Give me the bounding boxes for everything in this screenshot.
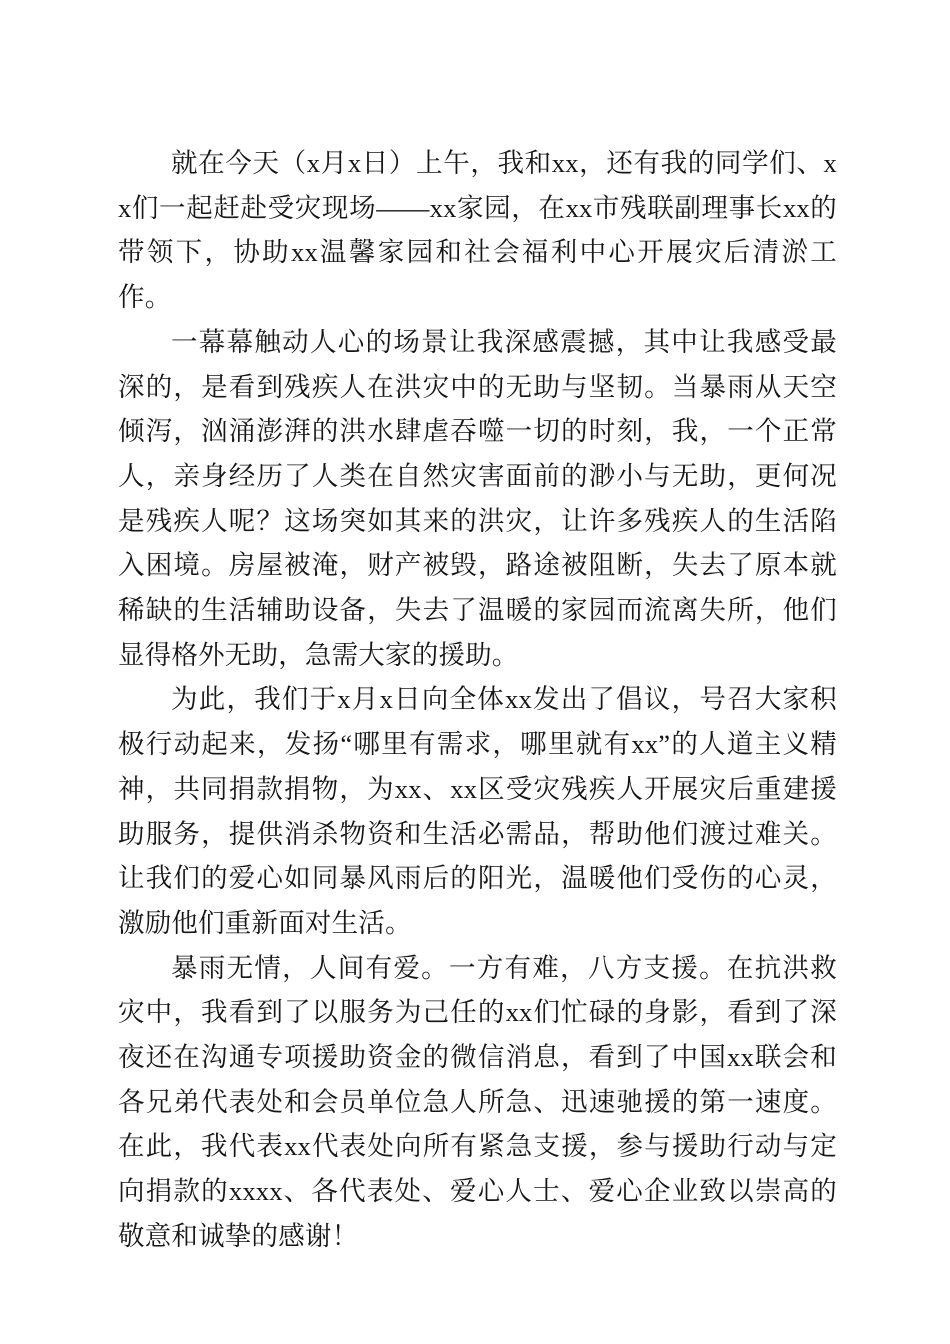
paragraph-arrival: 就在今天（x月x日）上午，我和xx，还有我的同学们、xx们一起赶赴受灾现场——xx家园，在xx市残联副理事长xx的带领下，协助xx温馨家园和社会福利中心开展灾后清淤工作。 [118, 148, 837, 313]
document-body [118, 141, 837, 1259]
paragraph-gratitude: 暴雨无情，人间有爱。一方有难，八方支援。在抗洪救灾中，我看到了以服务为己任的xx们忙碌的身影，看到了深夜还在沟通专项援助资金的微信消息，看到了中国xx联会和各兄弟代表处和会员单位急人所急、迅速驰援的第一速度。在此，我代表xx代表处向所有紧急支援，参与援助行动与定向捐款的xxxx、各代表处、爱心人士、爱心企业致以崇高的敬意和诚挚的感谢！ [118, 952, 837, 1251]
paragraph-initiative: 为此，我们于x月x日向全体xx发出了倡议，号召大家积极行动起来，发扬“哪里有需求，哪里就有xx”的人道主义精神，共同捐款捐物，为xx、xx区受灾残疾人开展灾后重建援助服务，提供消杀物资和生活必需品，帮助他们渡过难关。让我们的爱心如同暴风雨后的阳光，温暖他们受伤的心灵，激励他们重新面对生活。 [118, 684, 837, 938]
paragraph-scenes: 一幕幕触动人心的场景让我深感震撼，其中让我感受最深的，是看到残疾人在洪灾中的无助与坚韧。当暴雨从天空倾泻，汹涌澎湃的洪水肆虐吞噬一切的时刻，我，一个正常人，亲身经历了人类在自然灾害面前的渺小与无助，更何况是残疾人呢？这场突如其来的洪灾，让许多残疾人的生活陷入困境。房屋被淹，财产被毁，路途被阻断，失去了原本就稀缺的生活辅助设备，失去了温暖的家园而流离失所，他们显得格外无助，急需大家的援助。 [118, 326, 837, 670]
